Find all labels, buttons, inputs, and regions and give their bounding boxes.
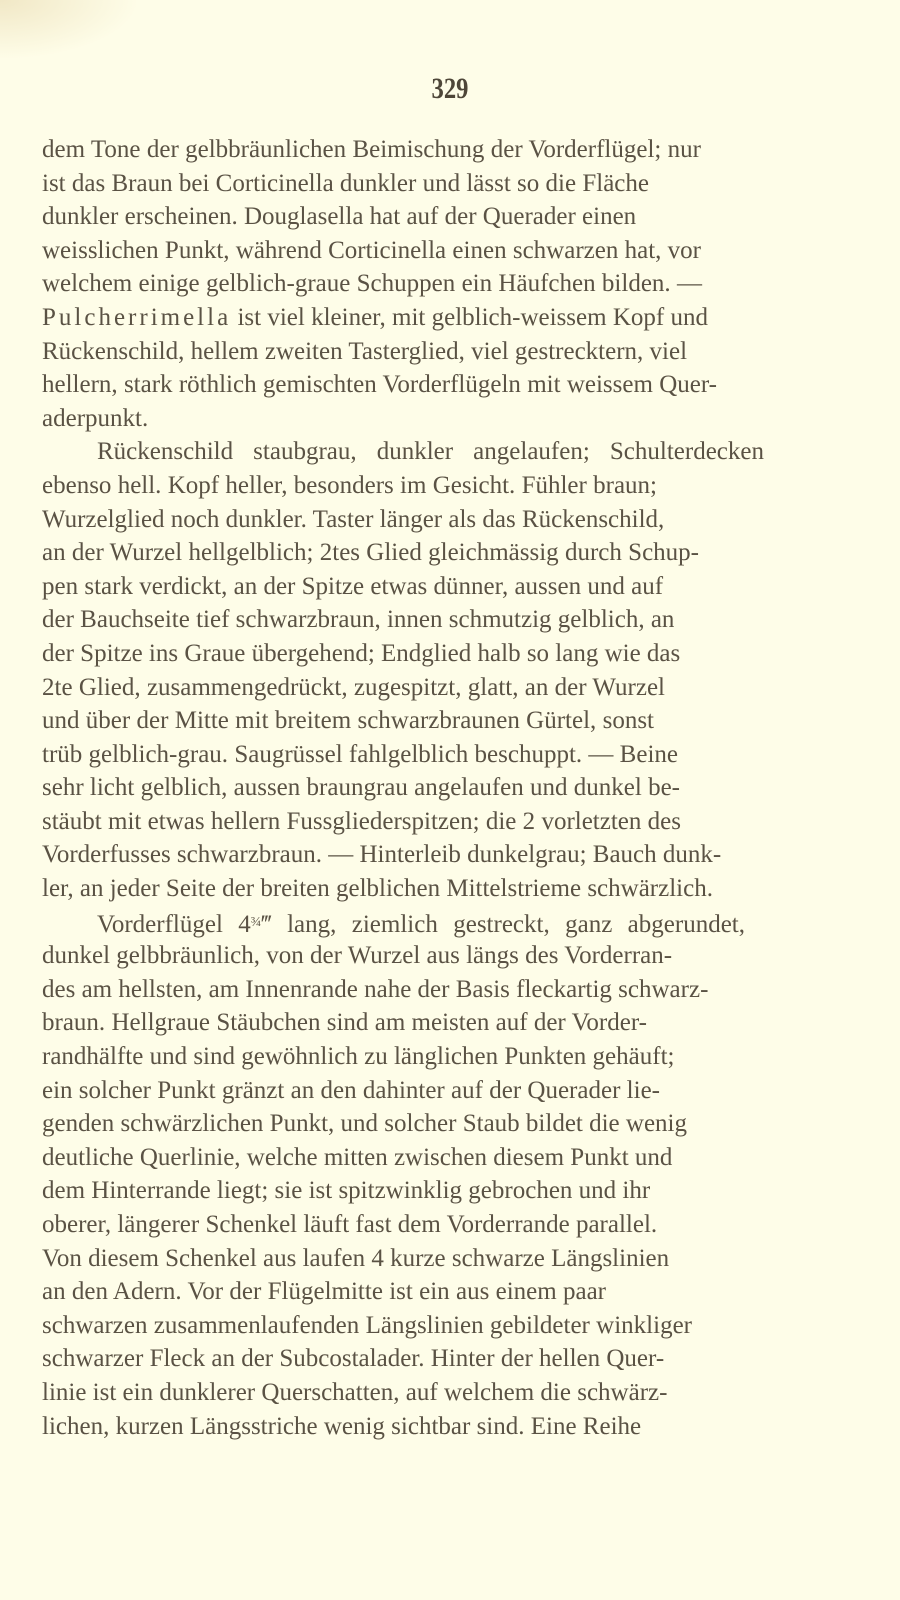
- text-line: randhälfte und sind gewöhnlich zu länglichen Punkten gehäuft;: [42, 1043, 675, 1071]
- line-text: Vorderflügel 4: [97, 910, 251, 938]
- fraction: ¾: [250, 914, 262, 930]
- text-line: deutliche Querlinie, welche mitten zwischen diesem Punkt und: [42, 1143, 673, 1171]
- text-line: braun. Hellgraue Stäubchen sind am meisten auf der Vorder-: [42, 1009, 647, 1037]
- text-line: dem Hinterrande liegt; sie ist spitzwinklig gebrochen und ihr: [42, 1177, 651, 1205]
- text-line: [42, 906, 745, 940]
- text-line: 2te Glied, zusammengedrückt, zugespitzt, glatt, an der Wurzel: [42, 673, 665, 701]
- text-line: Von diesem Schenkel aus laufen 4 kurze schwarze Längslinien: [42, 1244, 670, 1272]
- text-line: und über der Mitte mit breitem schwarzbraunen Gürtel, sonst: [42, 707, 654, 735]
- text-line: aderpunkt.: [42, 404, 149, 432]
- text-line: linie ist ein dunklerer Querschatten, auf welchem die schwärz-: [42, 1378, 668, 1406]
- species-name: Pulcherrimella: [42, 303, 232, 331]
- text-line: welchem einige gelblich-graue Schuppen ein Häufchen bilden. —: [42, 270, 702, 298]
- text-line: ein solcher Punkt gränzt an den dahinter auf der Querader lie-: [42, 1076, 660, 1104]
- text-line: hellern, stark röthlich gemischten Vorderflügeln mit weissem Quer-: [42, 371, 717, 399]
- text-line: dem Tone der gelbbräunlichen Beimischung der Vorderflügel; nur: [42, 136, 701, 163]
- text-line: ebenso hell. Kopf heller, besonders im Gesicht. Fühler braun;: [42, 471, 657, 499]
- text-line: schwarzer Fleck an der Subcostalader. Hinter der hellen Quer-: [42, 1345, 665, 1373]
- text-line: [42, 301, 708, 335]
- text-line: trüb gelblich-grau. Saugrüssel fahlgelblich beschuppt. — Beine: [42, 740, 678, 768]
- text-line: an den Adern. Vor der Flügelmitte ist ein aus einem paar: [42, 1278, 606, 1306]
- text-line: schwarzen zusammenlaufenden Längslinien gebildeter winkliger: [42, 1311, 692, 1339]
- line-text: ist viel kleiner, mit gelblich-weissem Kopf und: [231, 303, 708, 331]
- text-line: pen stark verdickt, an der Spitze etwas dünner, aussen und auf: [42, 572, 664, 600]
- text-line: dunkler erscheinen. Douglasella hat auf der Querader einen: [42, 203, 637, 231]
- body-text: [42, 133, 842, 1443]
- text-line: Rückenschild, hellem zweiten Tasterglied, viel gestrecktern, viel: [42, 337, 688, 365]
- text-line: ist das Braun bei Corticinella dunkler und lässt so die Fläche: [42, 169, 649, 197]
- text-line: lichen, kurzen Längsstriche wenig sichtbar sind. Eine Reihe: [42, 1412, 642, 1440]
- text-line: sehr licht gelblich, aussen braungrau angelaufen und dunkel be-: [42, 774, 680, 802]
- text-line: dunkel gelbbräunlich, von der Wurzel aus längs des Vorderran-: [42, 942, 673, 970]
- text-line: ler, an jeder Seite der breiten gelblichen Mittelstrieme schwärzlich.: [42, 875, 713, 903]
- page-number: 329: [431, 72, 469, 105]
- text-line: genden schwärzlichen Punkt, und solcher Staub bildet die wenig: [42, 1110, 687, 1138]
- text-line: Wurzelglied noch dunkler. Taster länger als das Rückenschild,: [42, 505, 665, 533]
- page-stain: [0, 0, 140, 60]
- text-line: des am hellsten, am Innenrande nahe der Basis fleckartig schwarz-: [42, 975, 709, 1003]
- text-line: stäubt mit etwas hellern Fussgliederspitzen; die 2 vorletzten des: [42, 807, 681, 835]
- text-line: der Spitze ins Graue übergehend; Endglied halb so lang wie das: [42, 639, 681, 667]
- text-line: der Bauchseite tief schwarzbraun, innen schmutzig gelblich, an: [42, 606, 675, 634]
- text-line: an der Wurzel hellgelblich; 2tes Glied gleichmässig durch Schup-: [42, 539, 699, 567]
- line-text: ‴ lang, ziemlich gestreckt, ganz abgerundet,: [261, 910, 745, 938]
- text-line: Rückenschild staubgrau, dunkler angelaufen; Schulterdecken: [97, 438, 764, 466]
- text-line: weisslichen Punkt, während Corticinella einen schwarzen hat, vor: [42, 236, 701, 264]
- text-line: oberer, längerer Schenkel läuft fast dem Vorderrande parallel.: [42, 1211, 658, 1238]
- text-line: Vorderfusses schwarzbraun. — Hinterleib dunkelgrau; Bauch dunk-: [42, 841, 722, 869]
